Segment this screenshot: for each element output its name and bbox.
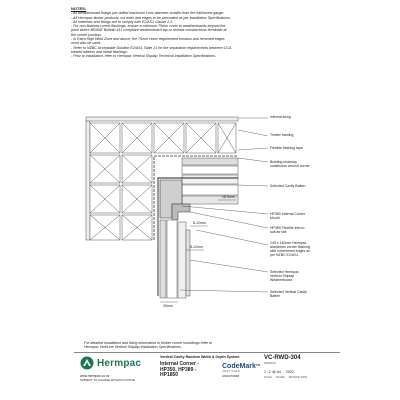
- label-internal-lining: Internal lining: [270, 115, 291, 119]
- brand-name: Hermpac: [97, 357, 142, 369]
- note-line: - Prior to installation, refer to Hermpac Vertical Shiplap Technical Installation Specifications.: [71, 54, 216, 59]
- meta-values: [264, 370, 294, 374]
- label-hp350: HP350 Internal Corner Mould: [270, 212, 306, 220]
- note-line: - Refer to NZBC Acceptable Solution E2/AS1 Table 21 for the separation requirements between CCA: [71, 45, 232, 50]
- subject-to-change: SUBJECT TO CHANGE WITHOUT NOTICE: [80, 378, 136, 382]
- dimension-18-5mm: 18.5mm: [222, 195, 235, 199]
- title-block: [74, 352, 340, 383]
- website-text: www.hermpac.co.nz: [80, 374, 110, 378]
- meta-labels: SCALE ISSUED REVISION DATE: [264, 376, 308, 379]
- internal-lining-horizontal: [86, 117, 238, 121]
- note-line: - All materials and fixings are to comply with E2/AS1 Clause 2.2.: [71, 19, 174, 24]
- note-line: - All weatherboard fixings pre-drilled maximum 1mm diameter smaller than the nail/screw gauge.: [71, 11, 225, 16]
- notes-heading: NOTES:: [71, 6, 87, 11]
- hermpac-logo-icon: [80, 356, 94, 370]
- dimension-8-12mm-top: 8-12mm: [193, 221, 206, 225]
- dimension-25mm: 25mm: [163, 304, 173, 308]
- codemark-wordmark: CodeMark™: [222, 363, 261, 370]
- vertical-cladding: [160, 220, 190, 298]
- label-hp389: HP389 Flexible trim to suit as site: [270, 226, 305, 234]
- note-line: - For non-finished corner flashings, ensure a minimum 75mm cover to weatherboards beyond the: [71, 24, 226, 29]
- hp350-corner-mould: [160, 180, 182, 218]
- internal-lining-vertical: [86, 121, 90, 240]
- codemark-caption: CERTIFIED: [222, 370, 241, 373]
- footnote: For detailed installation and fixing information of timber corner mouldings refer to Hermpac VertiLine Vertical Shiplap Installation Specifications.: [84, 341, 213, 350]
- drawing-caption: DRAWING: [264, 362, 276, 365]
- drawing-title: Internal Corner - HP350, HP389 - HP1850: [160, 361, 199, 378]
- drawing-code: VC-RWD-304: [264, 355, 301, 361]
- hermpac-logo: [80, 356, 141, 370]
- note-line: the corner junction.: [71, 32, 102, 37]
- note-line: treated battens and metal flashings.: [71, 49, 128, 54]
- label-cavity-batten: Selected Cavity Batten: [270, 184, 306, 188]
- dimension-8-12mm-bottom: 8-12mm: [190, 245, 203, 249]
- note-line: must also be used.: [71, 41, 102, 46]
- label-flexible-tape: Flexible flashing tape: [270, 146, 303, 150]
- scale-value: 1 : 2 @ A4: [264, 370, 281, 374]
- label-corner-flashing: 140 x 140mm Hermpac aluminium corner flashing with unhemmed edges as per NZBC E2/AS1: [270, 241, 310, 257]
- codemark-number: CMNZ70008: [222, 374, 240, 378]
- system-title: Vertical Cavity Random Width & Depth System: [160, 355, 240, 359]
- note-line: - In Extra High Wind Zone and above, the 75mm cover requirement remains and hemmed edges: [71, 37, 225, 42]
- note-line: point where BRANZ Bulletin 411 compliant weatherboard tap or reveals constructions terminate at: [71, 28, 227, 33]
- codemark-badge: [222, 363, 260, 378]
- note-line: - All Hermpac timber products, cut ends and edges to be precoated as per installation Specifications.: [71, 15, 231, 20]
- year-value: 2022: [285, 370, 294, 374]
- label-weatherboard: Selected Hermpac Vertical Shiplap Weatherboard: [270, 270, 299, 282]
- label-vertical-batten: Selected Vertical Cavity Batten: [270, 290, 307, 298]
- label-timber-framing: Timber framing: [270, 133, 294, 137]
- label-building-underlay: Building underlay continuous around corner: [270, 160, 310, 168]
